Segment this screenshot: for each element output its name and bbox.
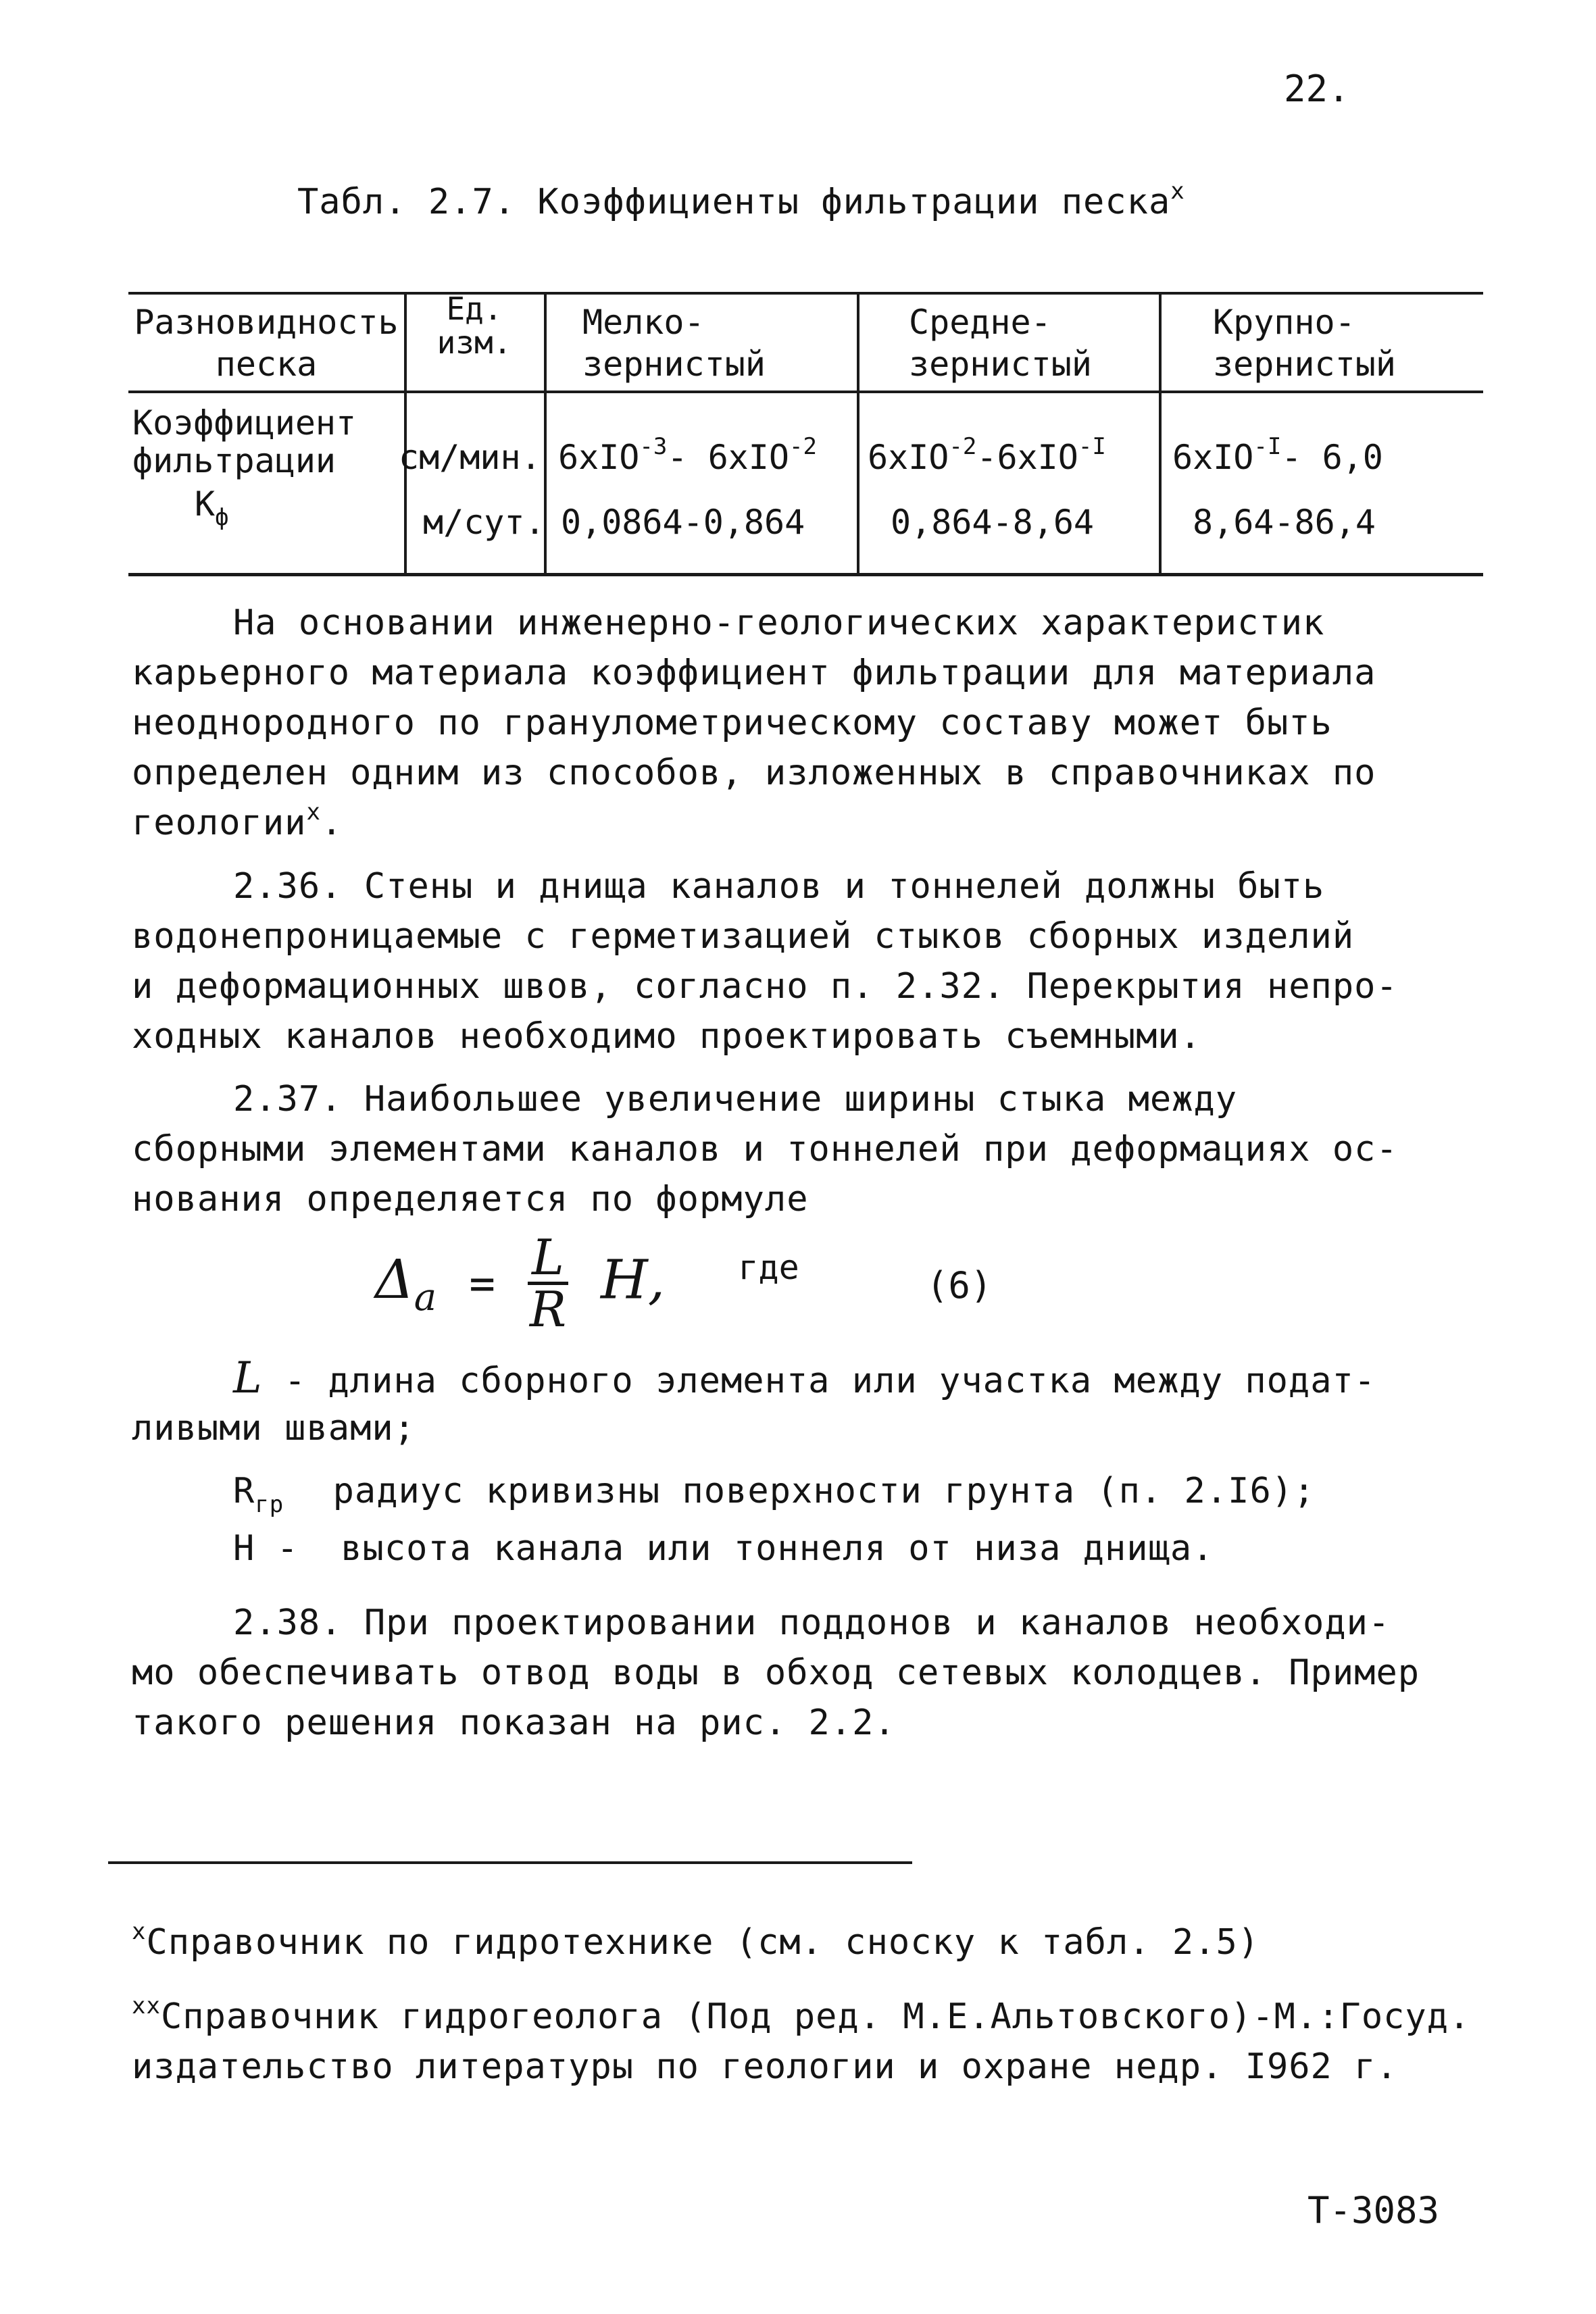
cell-fine-m-day: 0,0864-0,864 [561,503,805,542]
paragraph-2-37: 2.37. Наибольшее увеличение ширины стыка между сборными элементами каналов и тоннелей при деформациях ос- нования определяется по формуле [132,1079,1398,1219]
footnote-separator [108,1861,912,1864]
definition-H: H - высота канала или тоннеля от низа днища. [233,1528,1214,1569]
cell-fine-cm-min: 6хIO$^{-3}$- 6хIO$^{-2}$ [558,433,817,477]
formula-where: где [738,1248,799,1288]
table-caption: Табл. 2.7. Коэффициенты фильтрации песка$^x$ [297,178,1185,222]
header-unit: Ед. изм. [437,291,512,361]
row-label-filtration-coefficient: Коэффициент фильтрации $К_ф$ [132,403,357,531]
table-col-divider [857,293,859,574]
formula-number: (6) [926,1264,993,1307]
paragraph-2-38: 2.38. При проектировании поддонов и каналов необходи- мо обеспечивать отвод воды в обход сетевых колодцев. Пример такого решения показан на рис. 2.2. [132,1603,1420,1743]
table-bottom-rule [128,573,1483,576]
header-coarse-grained: Крупно- зернистый [1213,303,1396,384]
table-top-rule [128,292,1483,295]
formula-lhs: $\Delta_a$ [375,1248,437,1320]
cell-medium-cm-min: 6хIO$^{-2}$-6хIO$^{-I}$ [868,433,1106,477]
row-label-symbol: $К_ф$ [195,484,229,531]
header-sand-variety: Разновидность песка [134,303,399,384]
paragraph-2-36: 2.36. Стены и днища каналов и тоннелей должны быть водонепроницаемые с герметизацией стыков сборных изделий и деформационных швов, согласно п. 2.32. Перекрытия непро- ходных каналов необходимо проектировать съемными. [132,866,1398,1057]
formula-joint-widening [375,1229,993,1338]
footnote-2: $^{xx}$Справочник гидрогеолога (Под ред. М.Е.Альтовского)-М.:Госуд. издательство литературы по геологии и охране недр. I962 г. [132,1992,1471,2087]
definition-L: L - длина сборного элемента или участка между подат- [233,1353,1376,1403]
table-header-rule [128,391,1483,393]
cell-coarse-m-day: 8,64-86,4 [1193,503,1376,542]
definition-R: $R_{гр}$ радиус кривизны поверхности грунта (п. 2.I6); [233,1471,1316,1518]
row-unit-cm-min: см/мин. [399,438,541,477]
formula-factor: H, [601,1248,666,1311]
table-col-divider [1159,293,1162,574]
formula-equals: = [469,1259,495,1309]
page-number: 22. [1284,68,1350,110]
cell-medium-m-day: 0,864-8,64 [891,503,1095,542]
header-fine-grained: Мелко- зернистый [582,303,766,384]
document-code: Т-3083 [1307,2189,1440,2232]
formula-fraction: $\frac{L}{R}$ [528,1233,568,1334]
paragraph-filtration-basis: На основании инженерно-геологических характеристик карьерного материала коэффициент фильтрации для материала неоднородного по гранулометрическому составу может быть определен одним из способов, изложенных в справочниках по геологии$^x$. [132,603,1376,843]
footnote-1: $^x$Справочник по гидротехнике (см. сноску к табл. 2.5) [132,1918,1260,1963]
definition-L-continuation: ливыми швами; [132,1408,416,1449]
header-medium-grained: Средне- зернистый [909,303,1092,384]
row-unit-m-day: м/сут. [423,503,545,542]
cell-coarse-cm-min: 6хIO$^{-I}$- 6,0 [1172,433,1383,477]
